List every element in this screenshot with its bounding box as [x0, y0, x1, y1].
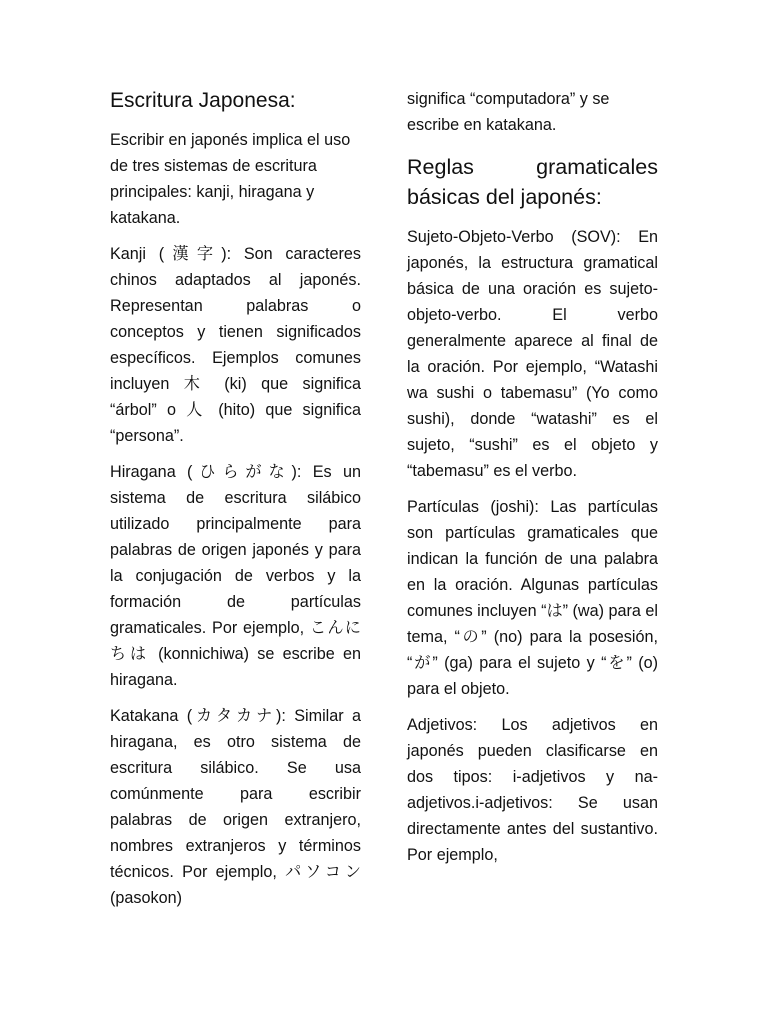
paragraph-continuation: significa “computadora” y se escribe en katakana.	[407, 90, 610, 134]
paragraph-katakana: Katakana (カタカナ): Similar a hiragana, es otro sistema de escritura silábico. Se usa comúnmente para escribir palabras de origen extranjero, nombres extranjeros y términos técnicos. Por ejemplo, パソコン (pasokon)	[110, 707, 361, 907]
paragraph-intro: Escribir en japonés implica el uso de tres sistemas de escritura principales: kanji, hiragana y katakana.	[110, 131, 351, 227]
paragraph-kanji: Kanji (漢字): Son caracteres chinos adaptados al japonés. Representan palabras o conceptos y tienen significados específicos. Ejemplos comunes incluyen 木 (ki) que significa “árbol” o 人 (hito) que significa “persona”.	[110, 245, 361, 445]
right-column	[407, 86, 658, 878]
left-column	[110, 86, 361, 921]
paragraph-adjectives: Adjetivos: Los adjetivos en japonés pueden clasificarse en dos tipos: i-adjetivos y na-adjetivos.i-adjetivos: Se usan directamente antes del sustantivo. Por ejemplo,	[407, 716, 658, 864]
section-heading-grammar: Reglas gramaticales básicas del japonés:	[407, 155, 658, 209]
paragraph-hiragana: Hiragana (ひらがな): Es un sistema de escritura silábico utilizado principalmente para palabras de origen japonés y para la conjugación de verbos y la formación de partículas gramaticales. Por ejemplo, こんにちは (konnichiwa) se escribe en hiragana.	[110, 463, 361, 689]
section-title: Escritura Japonesa:	[110, 89, 296, 112]
paragraph-sov: Sujeto-Objeto-Verbo (SOV): En japonés, la estructura gramatical básica de una oración es sujeto-objeto-verbo. El verbo generalmente aparece al final de la oración. Por ejemplo, “Watashi wa sushi o tabemasu” (Yo como sushi), donde “watashi” es el sujeto, “sushi” es el objeto y “tabemasu” es el verbo.	[407, 228, 658, 480]
paragraph-particles: Partículas (joshi): Las partículas son partículas gramaticales que indican la función de una palabra en la oración. Algunas partículas comunes incluyen “は” (wa) para el tema, “の” (no) para la posesión, “が” (ga) para el sujeto y “を” (o) para el objeto.	[407, 498, 659, 698]
